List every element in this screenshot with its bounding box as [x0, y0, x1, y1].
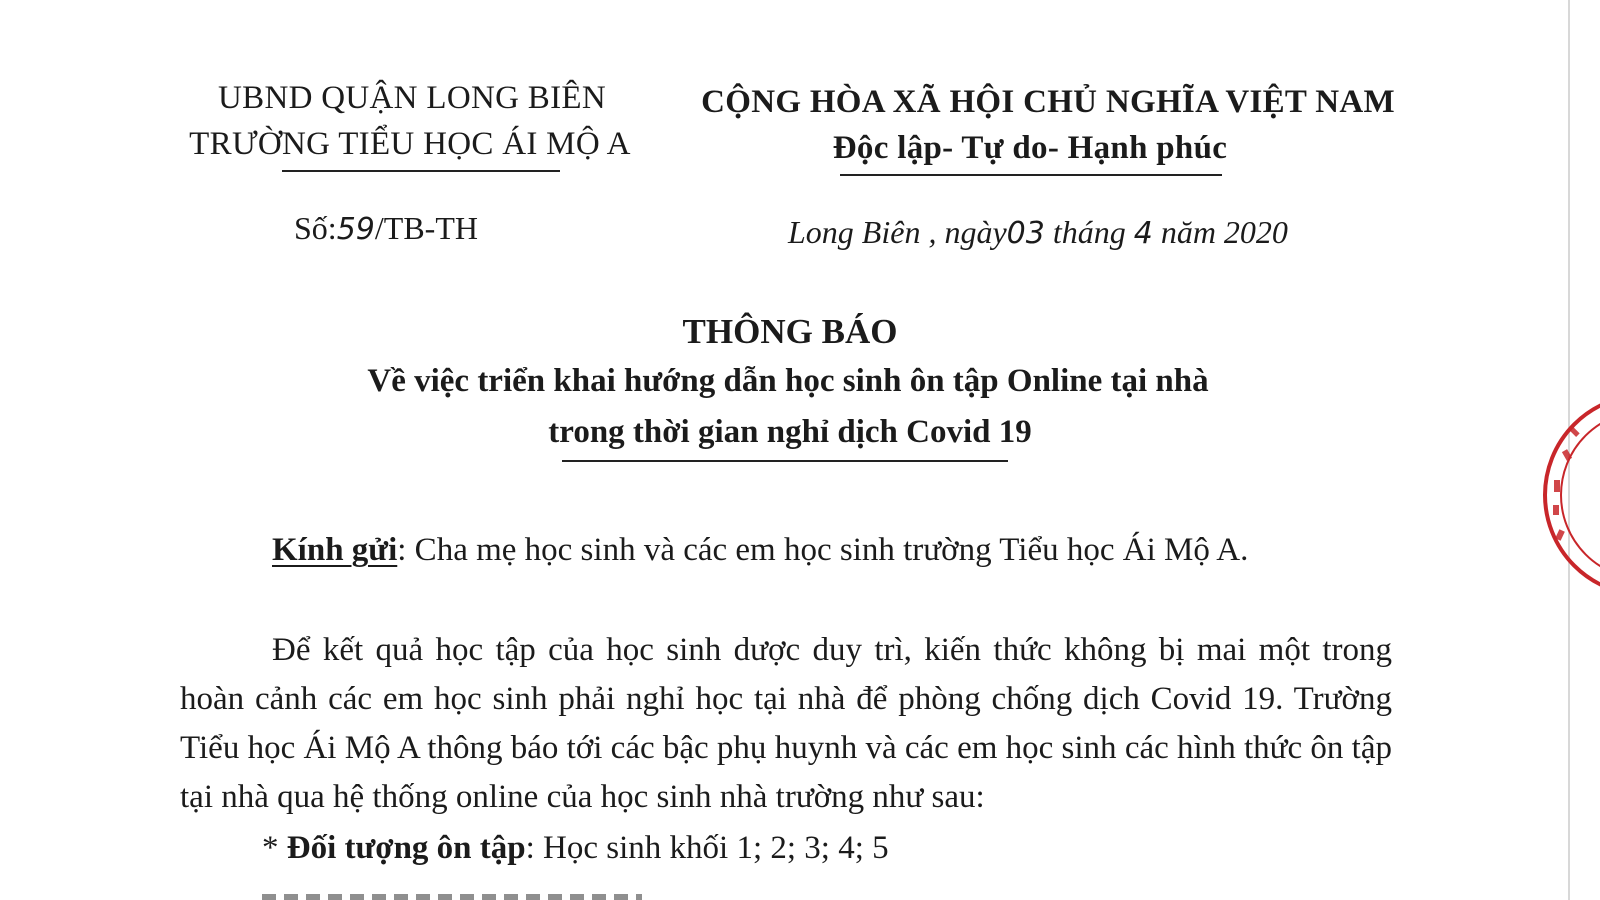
- body-paragraph: [180, 626, 1392, 822]
- official-stamp-icon: [1540, 380, 1600, 610]
- bullet-item: [262, 824, 889, 872]
- national-title: CỘNG HÒA XÃ HỘI CHỦ NGHĨA VIỆT NAM: [701, 84, 1395, 120]
- body-paragraph-text: Để kết quả học tập của học sinh dược duy trì, kiến thức không bị mai một trong hoàn cảnh các em học sinh phải nghỉ học tại nhà để phòng chống dịch Covid 19. Trường Tiểu học Ái Mộ A thông báo tới các bậc phụ huynh và các em học sinh các hình thức ôn tập tại nhà qua hệ thống online của học sinh nhà trường như sau:: [180, 632, 1392, 815]
- national-motto: Độc lập- Tự do- Hạnh phúc: [832, 130, 1228, 166]
- bullet-label: Đối tượng ôn tập: [286, 830, 526, 866]
- date-day-handwritten: 03: [1006, 216, 1045, 251]
- notice-subtitle-line1: Về việc triển khai hướng dẫn học sinh ôn tập Online tại nhà: [367, 363, 1209, 399]
- authority-name: UBND QUẬN LONG BIÊN: [218, 80, 606, 116]
- motto-underline: [840, 174, 1222, 176]
- reference-number: [294, 210, 478, 247]
- notice-subtitle-line2: trong thời gian nghỉ dịch Covid 19: [548, 414, 1032, 450]
- reference-handwritten-number: 59: [336, 212, 375, 247]
- reference-prefix: Số:: [294, 210, 337, 246]
- date-line: [788, 214, 1288, 251]
- salutation-label: Kính gửi: [272, 532, 398, 568]
- date-place: Long Biên , ngày: [788, 214, 1007, 250]
- salutation-text: : Cha mẹ học sinh và các em học sinh trường Tiểu học Ái Mộ A.: [397, 532, 1249, 568]
- date-month-handwritten: 4: [1133, 216, 1153, 251]
- cutoff-next-line: [262, 884, 642, 900]
- bullet-marker: *: [262, 830, 287, 866]
- bullet-text: : Học sinh khối 1; 2; 3; 4; 5: [525, 830, 889, 866]
- subtitle-underline: [562, 460, 1008, 462]
- school-name-underline: [282, 170, 560, 172]
- salutation: [272, 526, 1248, 574]
- notice-title: THÔNG BÁO: [682, 312, 898, 351]
- date-year: năm 2020: [1152, 214, 1288, 250]
- school-name: TRƯỜNG TIỂU HỌC ÁI MỘ A: [189, 126, 631, 162]
- date-month-label: tháng: [1044, 214, 1134, 250]
- reference-suffix: /TB-TH: [374, 210, 478, 246]
